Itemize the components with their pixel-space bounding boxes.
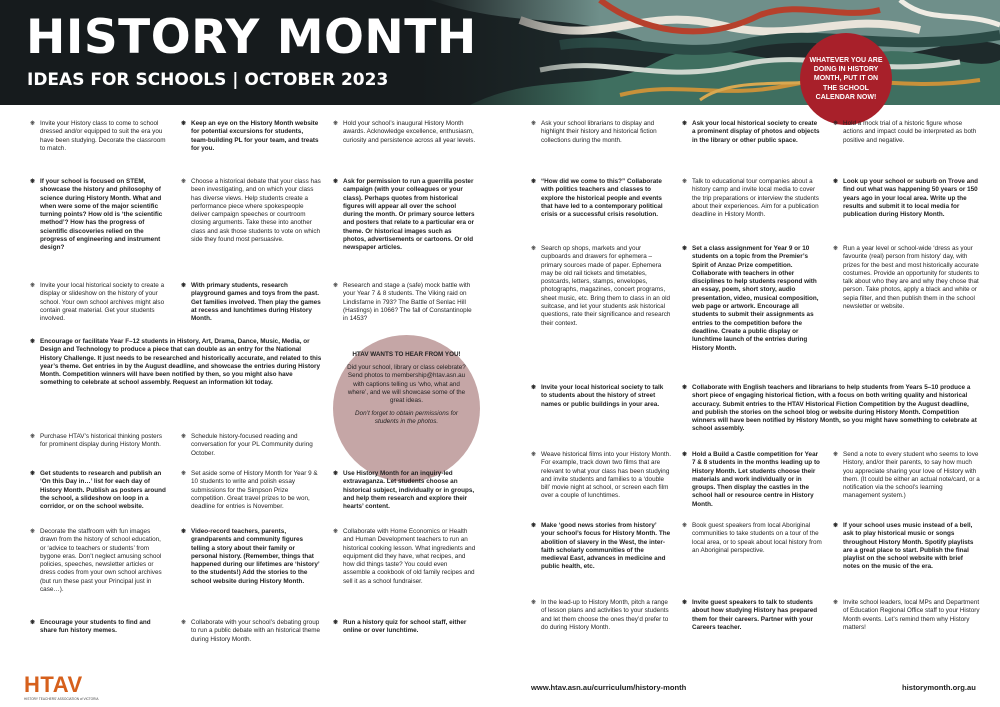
bullet-icon: ❋ bbox=[30, 529, 36, 535]
list-item: ❋ Hold your school’s inaugural History Month awards. Acknowledge excellence, enthusiasm, curiosity and persistence across all year levels. bbox=[333, 120, 476, 144]
list-item: ❋ If your school uses music instead of a bell, ask to play historical music or songs throughout History Month. Spotify playlists are a great place to start. Publish the final playlist on the school website with brief notes on the music of the era. bbox=[833, 522, 974, 571]
bullet-icon: ❋ bbox=[181, 179, 187, 185]
curriculum-link[interactable]: www.htav.asn.au/curriculum/history-month bbox=[531, 683, 687, 692]
page-title: HISTORY MONTH bbox=[26, 10, 477, 65]
bullet-icon: ❋ bbox=[833, 600, 839, 606]
list-item: ❋ Invite school leaders, local MPs and Department of Education Regional Office staff to your History Month events. Let’s remind them why History matters! bbox=[833, 599, 980, 631]
list-item: ❋ Research and stage a (safe) mock battle with your Year 7 & 8 students. The Viking raid on Lindisfarne in 793? The Battle of Senlac Hill (Hastings) in 1066? The fall of Constantinople in 1453? bbox=[333, 282, 472, 323]
bullet-icon: ❋ bbox=[682, 246, 688, 252]
bullet-icon: ❋ bbox=[833, 246, 839, 252]
list-item: ❋ Weave historical films into your History Month. For example, track down two films that are relevant to what your class has been studying and invite students and families to a ‘double bill’ movie night at school, or screen each film over a couple of lunchtimes. bbox=[531, 451, 671, 500]
callout-body: Did your school, library or class celebrate? Send photos to membership@htav.asn.au with captions telling us ‘who, what and where’, and we will showcase some of the great ideas. bbox=[347, 364, 466, 404]
list-item: ❋ With primary students, research playground games and toys from the past. Get families involved. Then play the games at recess and lunchtimes during History Month. bbox=[181, 282, 321, 323]
bullet-icon: ❋ bbox=[181, 434, 187, 440]
list-item: ❋ Ask your school librarians to display and highlight their history and historical fiction collections during the month. bbox=[531, 120, 657, 144]
list-item: ❋ Get students to research and publish an ‘On this Day in…’ list for each day of History Month. Publish as posters around the school, a slideshow on loop in a corridor, or on the school website. bbox=[30, 470, 166, 511]
list-item: ❋ Keep an eye on the History Month website for potential excursions for students, team-building PL for your team, and treats for you. bbox=[181, 120, 319, 152]
list-item: ❋ Choose a historical debate that your class has been investigating, and on which your class has diverse views. Help students create a performance piece where spokespeople deliver campaign speeches or courtroom closing arguments. Take these into another class and ask those students to vote on which side they found most persuasive. bbox=[181, 178, 321, 244]
page-subtitle: IDEAS FOR SCHOOLS | OCTOBER 2023 bbox=[27, 70, 389, 90]
list-item: ❋ In the lead-up to History Month, pitch a range of lesson plans and activities to your students and let them choose the ones they’d prefer to do during History Month. bbox=[531, 599, 669, 631]
feedback-callout bbox=[333, 335, 480, 482]
bullet-icon: ❋ bbox=[333, 471, 339, 477]
bullet-icon: ❋ bbox=[531, 385, 537, 391]
bullet-icon: ❋ bbox=[333, 283, 339, 289]
bullet-icon: ❋ bbox=[30, 283, 36, 289]
bullet-icon: ❋ bbox=[531, 121, 537, 127]
bullet-icon: ❋ bbox=[30, 434, 36, 440]
list-item: ❋ Encourage your students to find and share fun history memes. bbox=[30, 619, 151, 635]
list-item: ❋ Hold a Build a Castle competition for Year 7 & 8 students in the months leading up to History Month. Let students choose their materials and work individually or in groups. Then display the castles in the school hall or resource centre in History Month. bbox=[682, 451, 820, 508]
bullet-icon: ❋ bbox=[333, 121, 339, 127]
bullet-icon: ❋ bbox=[333, 179, 339, 185]
bullet-icon: ❋ bbox=[30, 620, 36, 626]
htav-logo bbox=[24, 674, 124, 700]
list-item: ❋ Schedule history-focused reading and conversation for your PL Community during October. bbox=[181, 433, 313, 457]
list-item: ❋ Set a class assignment for Year 9 or 10 students on a topic from the Premier’s Spirit of Anzac Prize competition. Collaborate with teachers in other disciplines to help students respond with an essay, poem, short story, audio presentation, video, musical composition, web page or artwork. Encourage all students to submit their assignments as entries to the competition before the deadline. Create a public display or lunchtime launch of the entries during History Month. bbox=[682, 245, 819, 352]
list-item: ❋ Talk to educational tour companies about a history camp and invite local media to cover the trip preparations or interview the students about their experiences. Aim for a publication deadline in History Month. bbox=[682, 178, 819, 219]
bullet-icon: ❋ bbox=[682, 385, 688, 391]
bullet-icon: ❋ bbox=[531, 452, 537, 458]
bullet-icon: ❋ bbox=[30, 471, 36, 477]
list-item: ❋ Collaborate with Home Economics or Health and Human Development teachers to run an historical cooking lesson. What ingredients and equipment did they have, what recipes, and how did things taste? You could even assemble a cookbook of old family recipes and sell it as a school fundraiser. bbox=[333, 528, 476, 585]
list-item: ❋ Decorate the staffroom with fun images drawn from the history of school education, or ‘advice to teachers or students’ from bygone eras. Don’t neglect amusing school policies, speeches, newsletter articles or dress codes from your own school archives (but run these past your Principal just in case…). bbox=[30, 528, 162, 594]
list-item: ❋ Book guest speakers from local Aboriginal communities to take students on a tour of the local area, or to speak about local history from an Aboriginal perspective. bbox=[682, 522, 822, 554]
list-item: ❋ Collaborate with your school’s debating group to run a public debate with an historical theme during History Month. bbox=[181, 619, 321, 643]
list-item: ❋ Invite your local historical society to talk to students about the history of street names or public buildings in your area. bbox=[531, 384, 664, 408]
list-item: ❋ “How did we come to this?” Collaborate with politics teachers and classes to explore the historical people and events that have led to a contemporary political crisis or a successful crisis resolution. bbox=[531, 178, 663, 219]
list-item: ❋ Purchase HTAV’s historical thinking posters for prominent display during History Month. bbox=[30, 433, 162, 449]
list-item: ❋ Run a history quiz for school staff, either online or over lunchtime. bbox=[333, 619, 467, 635]
list-item: ❋ Invite your History class to come to school dressed and/or equipped to suit the era you have been studying. Decorate the classroom to match. bbox=[30, 120, 166, 152]
bullet-icon: ❋ bbox=[531, 246, 537, 252]
list-item-wide: ❋ Encourage or facilitate Year F–12 students in History, Art, Drama, Dance, Music, Media, or Design and Technology to produce a piece that can double as an entry for the National History Challenge. It just needs to be researched and historically accurate, and related to this year’s theme. Get entries in by the August deadline, and showcase the entries during History Month. Competition winners will have been notified by then, so you might also have something to celebrate at school assembly. Request an information kit today. bbox=[30, 338, 322, 387]
list-item: ❋ Search op shops, markets and your cupboards and drawers for ephemera – primary sources made of paper. Ephemera may be old rail tickets and timetables, postcards, letters, stamps, envelopes, photographs, magazines, concert programs, sheet music, etc. Bring them to class in an old suitcase, and let your students ask historical questions, rate their significance and research their context. bbox=[531, 245, 671, 327]
bullet-icon: ❋ bbox=[682, 179, 688, 185]
list-item: ❋ Hold a mock trial of a historic figure whose actions and impact could be interpreted as both positive and negative. bbox=[833, 120, 977, 144]
list-item: ❋ Ask your local historical society to create a prominent display of photos and objects in the library or other public space. bbox=[682, 120, 820, 144]
bullet-icon: ❋ bbox=[833, 121, 839, 127]
bullet-icon: ❋ bbox=[531, 179, 537, 185]
list-item: ❋ Look up your school or suburb on Trove and find out what was happening 50 years or 150 years ago in your local area. Write up the results and submit it to local media for publication during History Month. bbox=[833, 178, 978, 219]
bullet-icon: ❋ bbox=[30, 339, 36, 345]
bullet-icon: ❋ bbox=[682, 452, 688, 458]
bullet-icon: ❋ bbox=[531, 600, 537, 606]
list-item: ❋ Set aside some of History Month for Year 9 & 10 students to write and polish essay submissions for the Simpson Prize competition. Great travel prizes to be won, deadline for entries is November. bbox=[181, 470, 318, 511]
bullet-icon: ❋ bbox=[682, 121, 688, 127]
bullet-icon: ❋ bbox=[181, 471, 187, 477]
bullet-icon: ❋ bbox=[833, 523, 839, 529]
bullet-icon: ❋ bbox=[833, 179, 839, 185]
list-item-wide: ❋ Collaborate with English teachers and librarians to help students from Years 5–10 produce a short piece of engaging historical fiction, with a focus on both writing quality and historical accuracy. Submit entries to the HTAV Historical Fiction Competition by the August deadline, and publish the stories on the school blog or website during History Month. Competition winners will have been notified by History Month, so you might have something to celebrate at school assembly. bbox=[682, 384, 977, 433]
history-month-link[interactable]: historymonth.org.au bbox=[902, 683, 976, 692]
bullet-icon: ❋ bbox=[682, 600, 688, 606]
bullet-icon: ❋ bbox=[181, 529, 187, 535]
logo-letters: HTAV bbox=[24, 672, 83, 697]
calendar-reminder-badge: WHATEVER YOU ARE DOING IN HISTORY MONTH, PUT IT ON THE SCHOOL CALENDAR NOW! bbox=[800, 33, 892, 125]
callout-title: HTAV WANTS TO HEAR FROM YOU! bbox=[352, 351, 461, 358]
bullet-icon: ❋ bbox=[181, 121, 187, 127]
bullet-icon: ❋ bbox=[531, 523, 537, 529]
list-item: ❋ Use History Month for an inquiry-led extravaganza. Let students choose an historical subject, individually or in groups, and help them research and explore their hearts’ content. bbox=[333, 470, 475, 511]
list-item: ❋ Invite guest speakers to talk to students about how studying History has prepared them for their careers. Partner with your Careers teacher. bbox=[682, 599, 818, 631]
bullet-icon: ❋ bbox=[181, 283, 187, 289]
list-item: ❋ Send a note to every student who seems to love History, and/or their parents, to say how much you appreciate sharing your love of History with them. (It could be either an actual note/card, or a notification via the school’s learning management system.) bbox=[833, 451, 980, 500]
list-item: ❋ If your school is focused on STEM, showcase the history and philosophy of science during History Month. What and when were some of the major scientific turning points? How old is ‘the scientific method’? How has the progress of scientific discoveries relied on the progress of engineering and instrument design? bbox=[30, 178, 163, 252]
callout-footnote: Don’t forget to obtain permissions for students in the photos. bbox=[355, 410, 458, 426]
bullet-icon: ❋ bbox=[333, 529, 339, 535]
bullet-icon: ❋ bbox=[30, 179, 36, 185]
list-item: ❋ Invite your local historical society to create a display or slideshow on the history of your school. Your own school archives might also contain great material. Get your students involved. bbox=[30, 282, 165, 323]
list-item: ❋ Make ‘good news stories from history’ your school’s focus for History Month. The abolition of slavery in the West, the inter-faith scholarly communities of the medieval East, advances in medicine and public health, etc. bbox=[531, 522, 671, 571]
bullet-icon: ❋ bbox=[30, 121, 36, 127]
logo-tagline: HISTORY TEACHERS’ ASSOCIATION of VICTORIA bbox=[24, 697, 99, 701]
list-item: ❋ Ask for permission to run a guerrilla poster campaign (with your colleagues or your class). Perhaps quotes from historical figures will appear all over the school during the month. Or primary source letters and posters that relate to a particular era or theme. Or historical images such as photos, advertisements or cartoons. Or old newspaper articles. bbox=[333, 178, 475, 252]
list-item: ❋ Run a year level or school-wide ‘dress as your favourite (real) person from history’ day, with prizes for the best and most historically accurate costumes. Provide an opportunity for students to talk about who they are and why they chose that person. Take photos, apply a black and white or sepia filter, and then publish them in the school newsletter or website. bbox=[833, 245, 980, 311]
bullet-icon: ❋ bbox=[333, 620, 339, 626]
bullet-icon: ❋ bbox=[833, 452, 839, 458]
bullet-icon: ❋ bbox=[181, 620, 187, 626]
bullet-icon: ❋ bbox=[682, 523, 688, 529]
list-item: ❋ Video-record teachers, parents, grandparents and community figures telling a story about their family or personal history. (Remember, things that happened during our lifetimes are ‘history’ to the students!) Add the stories to the school website during History Month. bbox=[181, 528, 320, 585]
